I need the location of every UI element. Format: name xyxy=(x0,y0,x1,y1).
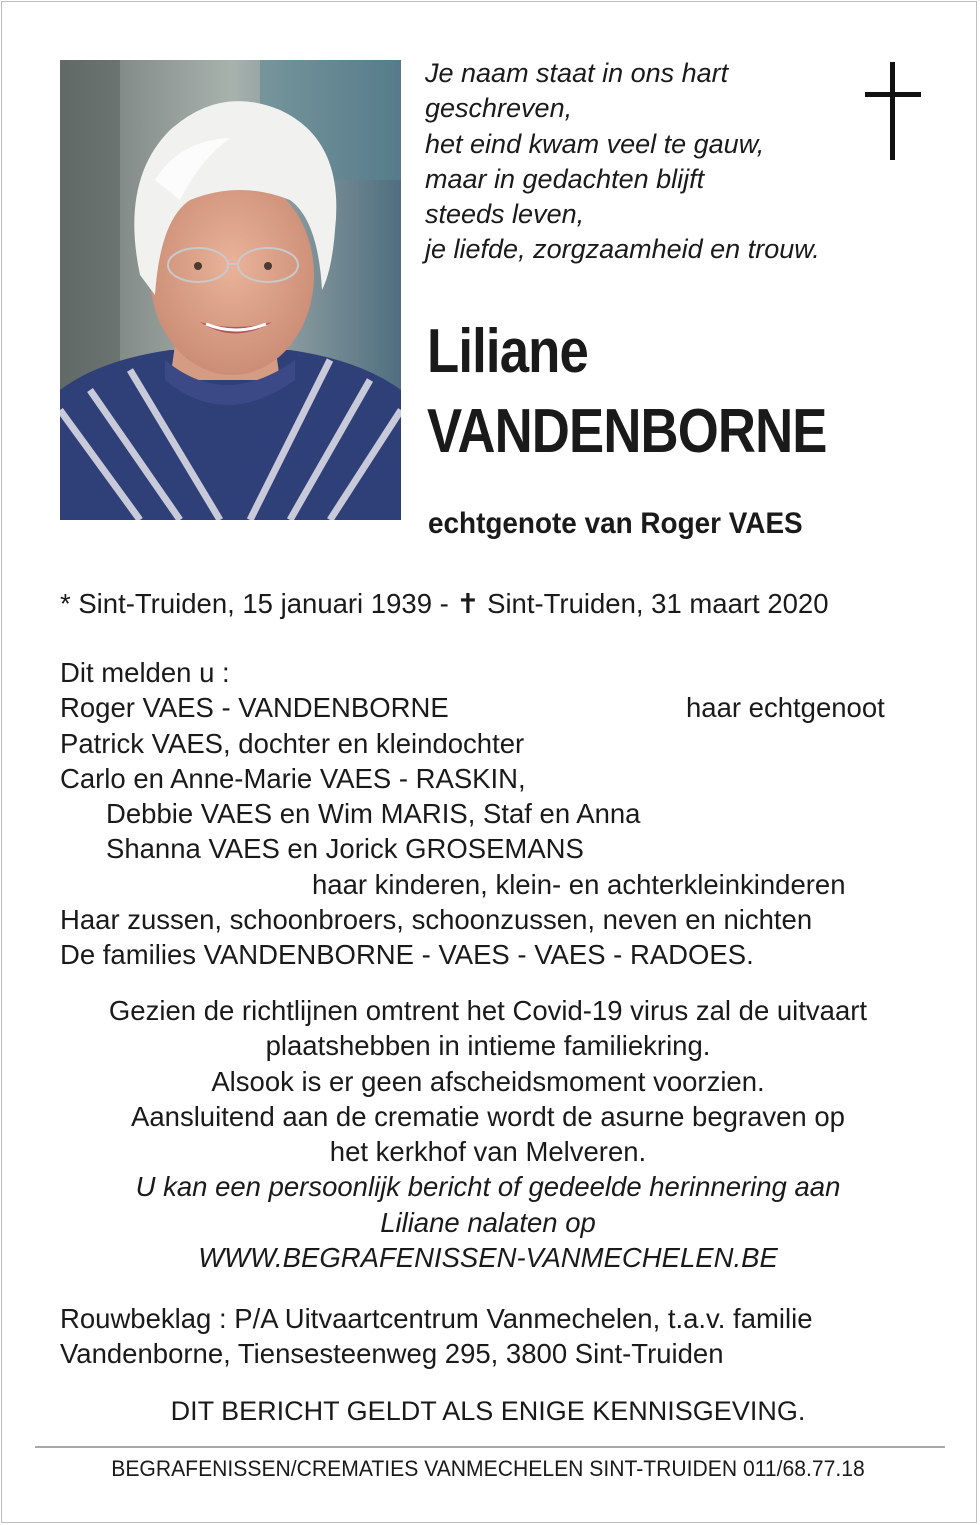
footer-divider xyxy=(35,1446,945,1448)
deceased-last-name: VANDENBORNE xyxy=(427,397,827,466)
notice-line: Alsook is er geen afscheidsmoment voorzien. xyxy=(211,1065,765,1097)
spouse-name: Roger VAES - VANDENBORNE xyxy=(60,692,449,724)
poem-line: je liefde, zorgzaamheid en trouw. xyxy=(425,234,820,265)
poem-line: maar in gedachten blijft xyxy=(425,163,705,194)
children-role: haar kinderen, klein- en achterkleinkinderen xyxy=(312,868,846,900)
portrait-illustration xyxy=(60,60,401,520)
notice-line: U kan een persoonlijk bericht of gedeelde herinnering aan xyxy=(135,1171,841,1203)
announcement-line: Shanna VAES en Jorick GROSEMANS xyxy=(106,833,584,865)
condolence-line: Vandenborne, Tiensesteenweg 295, 3800 Sint-Truiden xyxy=(60,1338,724,1370)
final-notice: DIT BERICHT GELDT ALS ENIGE KENNISGEVING. xyxy=(170,1396,806,1426)
footer-text: BEGRAFENISSEN/CREMATIES VANMECHELEN SINT-TRUIDEN 011/68.77.18 xyxy=(111,1456,865,1481)
announcement-line: Debbie VAES en Wim MARIS, Staf en Anna xyxy=(106,798,641,830)
cross-icon xyxy=(862,62,924,160)
notice-line: Aansluitend aan de crematie wordt de asurne begraven op xyxy=(131,1100,845,1132)
notice-line: het kerkhof van Melveren. xyxy=(329,1136,647,1168)
website-link[interactable]: WWW.BEGRAFENISSEN-VANMECHELEN.BE xyxy=(198,1242,778,1274)
poem-line: Je naam staat in ons hart xyxy=(425,58,729,88)
poem-line: steeds leven, xyxy=(425,199,585,230)
funeral-notice xyxy=(40,993,936,1275)
announcement-line: Carlo en Anne-Marie VAES - RASKIN, xyxy=(60,762,526,794)
announcement-line: Haar zussen, schoonbroers, schoonzussen, neven en nichten xyxy=(60,904,813,936)
poem-line: geschreven, xyxy=(425,93,573,124)
announcement-spouse-row xyxy=(60,690,930,725)
announcement-line: De families VANDENBORNE - VAES - VAES - RADOES. xyxy=(60,939,754,971)
notice-line: Gezien de richtlijnen omtrent het Covid-19 virus zal de uitvaart xyxy=(108,995,868,1026)
poem-line: het eind kwam veel te gauw, xyxy=(425,128,765,159)
announcement-list xyxy=(60,655,930,973)
condolence-address xyxy=(60,1301,940,1372)
announcement-children-role-row xyxy=(60,867,930,902)
condolence-line: Rouwbeklag : P/A Uitvaartcentrum Vanmechelen, t.a.v. familie xyxy=(60,1303,813,1334)
birth-death-dates: * Sint-Truiden, 15 januari 1939 - ✝ Sint-Truiden, 31 maart 2020 xyxy=(60,588,829,619)
notice-line: Liliane nalaten op xyxy=(380,1206,596,1238)
deceased-first-name: Liliane xyxy=(427,317,588,386)
deceased-relation: echtgenote van Roger VAES xyxy=(428,507,803,540)
spouse-role: haar echtgenoot xyxy=(686,692,885,724)
announcement-line: Patrick VAES, dochter en kleindochter xyxy=(60,727,525,759)
notice-line: plaatshebben in intieme familiekring. xyxy=(265,1030,711,1062)
portrait-photo xyxy=(60,60,401,520)
memorial-poem xyxy=(425,56,865,268)
announcement-intro: Dit melden u : xyxy=(60,657,230,688)
